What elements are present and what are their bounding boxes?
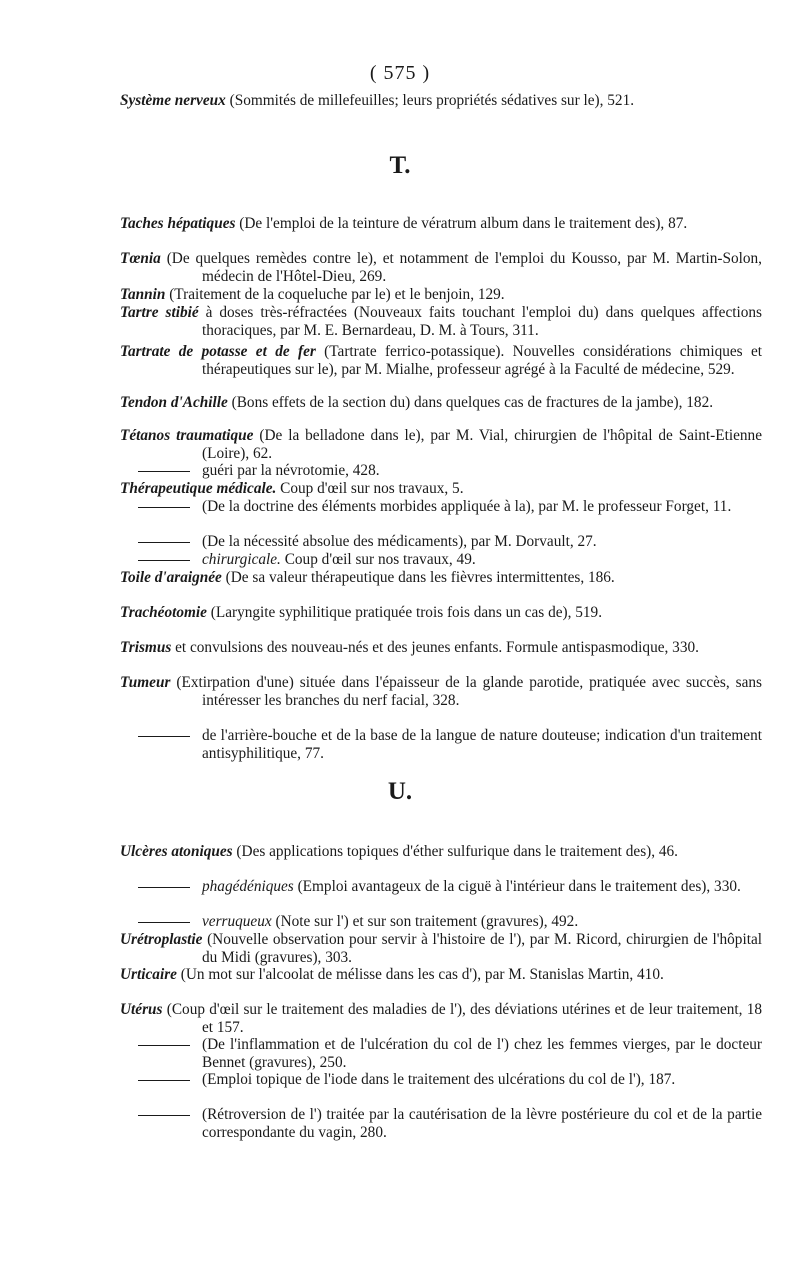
index-entry: phagédéniques (Emploi avantageux de la ciguë à l'intérieur dans le traitement des), 330. (120, 878, 762, 896)
index-entry: Tétanos traumatique (De la belladone dans le), par M. Vial, chirurgien de l'hôpital de Saint-Etienne (Loire), 62. (120, 427, 762, 462)
index-entry: Thérapeutique médicale. Coup d'œil sur nos travaux, 5. (120, 480, 464, 497)
index-entry: Tannin (Traitement de la coqueluche par le) et le benjoin, 129. (120, 286, 505, 303)
index-entry: guéri par la névrotomie, 428. (120, 462, 762, 480)
index-entry: Système nerveux (Sommités de millefeuilles; leurs propriétés sédatives sur le), 521. (120, 92, 635, 109)
index-entry: Utérus (Coup d'œil sur le traitement des maladies de l'), des déviations utérines et de leur traitement, 18 et 157. (120, 1001, 762, 1036)
index-entry: (De la nécessité absolue des médicaments), par M. Dorvault, 27. (120, 533, 762, 551)
index-entry: (De l'inflammation et de l'ulcération du col de l') chez les femmes vierges, par le docteur Bennet (gravures), 250. (120, 1036, 762, 1071)
index-entry: chirurgicale. Coup d'œil sur nos travaux, 49. (120, 551, 762, 569)
index-entry: Urétroplastie (Nouvelle observation pour servir à l'histoire de l'), par M. Ricord, chirurgien de l'hôpital du Midi (gravures), 303. (120, 931, 762, 966)
index-entry: Trismus et convulsions des nouveau-nés et des jeunes enfants. Formule antispasmodique, 330. (120, 639, 699, 656)
index-entry: (Rétroversion de l') traitée par la cautérisation de la lèvre postérieure du col et de la partie correspondante du vagin, 280. (120, 1106, 762, 1141)
index-entry: Urticaire (Un mot sur l'alcoolat de mélisse dans les cas d'), par M. Stanislas Martin, 410. (120, 966, 664, 983)
page-number: ( 575 ) (369, 62, 431, 84)
index-entry: Ulcères atoniques (Des applications topiques d'éther sulfurique dans le traitement des), 46. (120, 843, 679, 860)
section-letter-u: U. (387, 778, 413, 805)
index-entry: Tœnia (De quelques remèdes contre le), et notamment de l'emploi du Kousso, par M. Martin-Solon, médecin de l'Hôtel-Dieu, 269. (120, 250, 762, 285)
index-entry: (Emploi topique de l'iode dans le traitement des ulcérations du col de l'), 187. (120, 1071, 762, 1089)
index-entry: Tartre stibié à doses très-réfractées (Nouveaux faits touchant l'emploi du) dans quelques affections thoraciques, par M. E. Bernardeau, D. M. à Tours, 311. (120, 304, 763, 339)
index-entry: Tartrate de potasse et de fer (Tartrate ferrico-potassique). Nouvelles considérations chimiques et thérapeutiques sur le), par M. Mialhe, professeur agrégé à la Faculté de médecine, 529. (120, 343, 762, 378)
index-entry: Tumeur (Extirpation d'une) située dans l'épaisseur de la glande parotide, pratiquée avec succès, sans intéresser les branches du nerf facial, 328. (120, 674, 762, 709)
index-entry: (De la doctrine des éléments morbides appliquée à la), par M. le professeur Forget, 11. (120, 498, 762, 516)
index-entry: Tendon d'Achille (Bons effets de la section du) dans quelques cas de fractures de la jambe), 182. (120, 394, 714, 411)
index-entry: de l'arrière-bouche et de la base de la langue de nature douteuse; indication d'un traitement antisyphilitique, 77. (120, 727, 762, 762)
index-entry: verruqueux (Note sur l') et sur son traitement (gravures), 492. (120, 913, 762, 931)
section-letter-t: T. (389, 152, 411, 179)
index-entry: Trachéotomie (Laryngite syphilitique pratiquée trois fois dans un cas de), 519. (120, 604, 603, 621)
index-entry: Taches hépatiques (De l'emploi de la teinture de vératrum album dans le traitement des), 87. (120, 215, 688, 232)
index-entry: Toile d'araignée (De sa valeur thérapeutique dans les fièvres intermittentes, 186. (120, 569, 615, 586)
